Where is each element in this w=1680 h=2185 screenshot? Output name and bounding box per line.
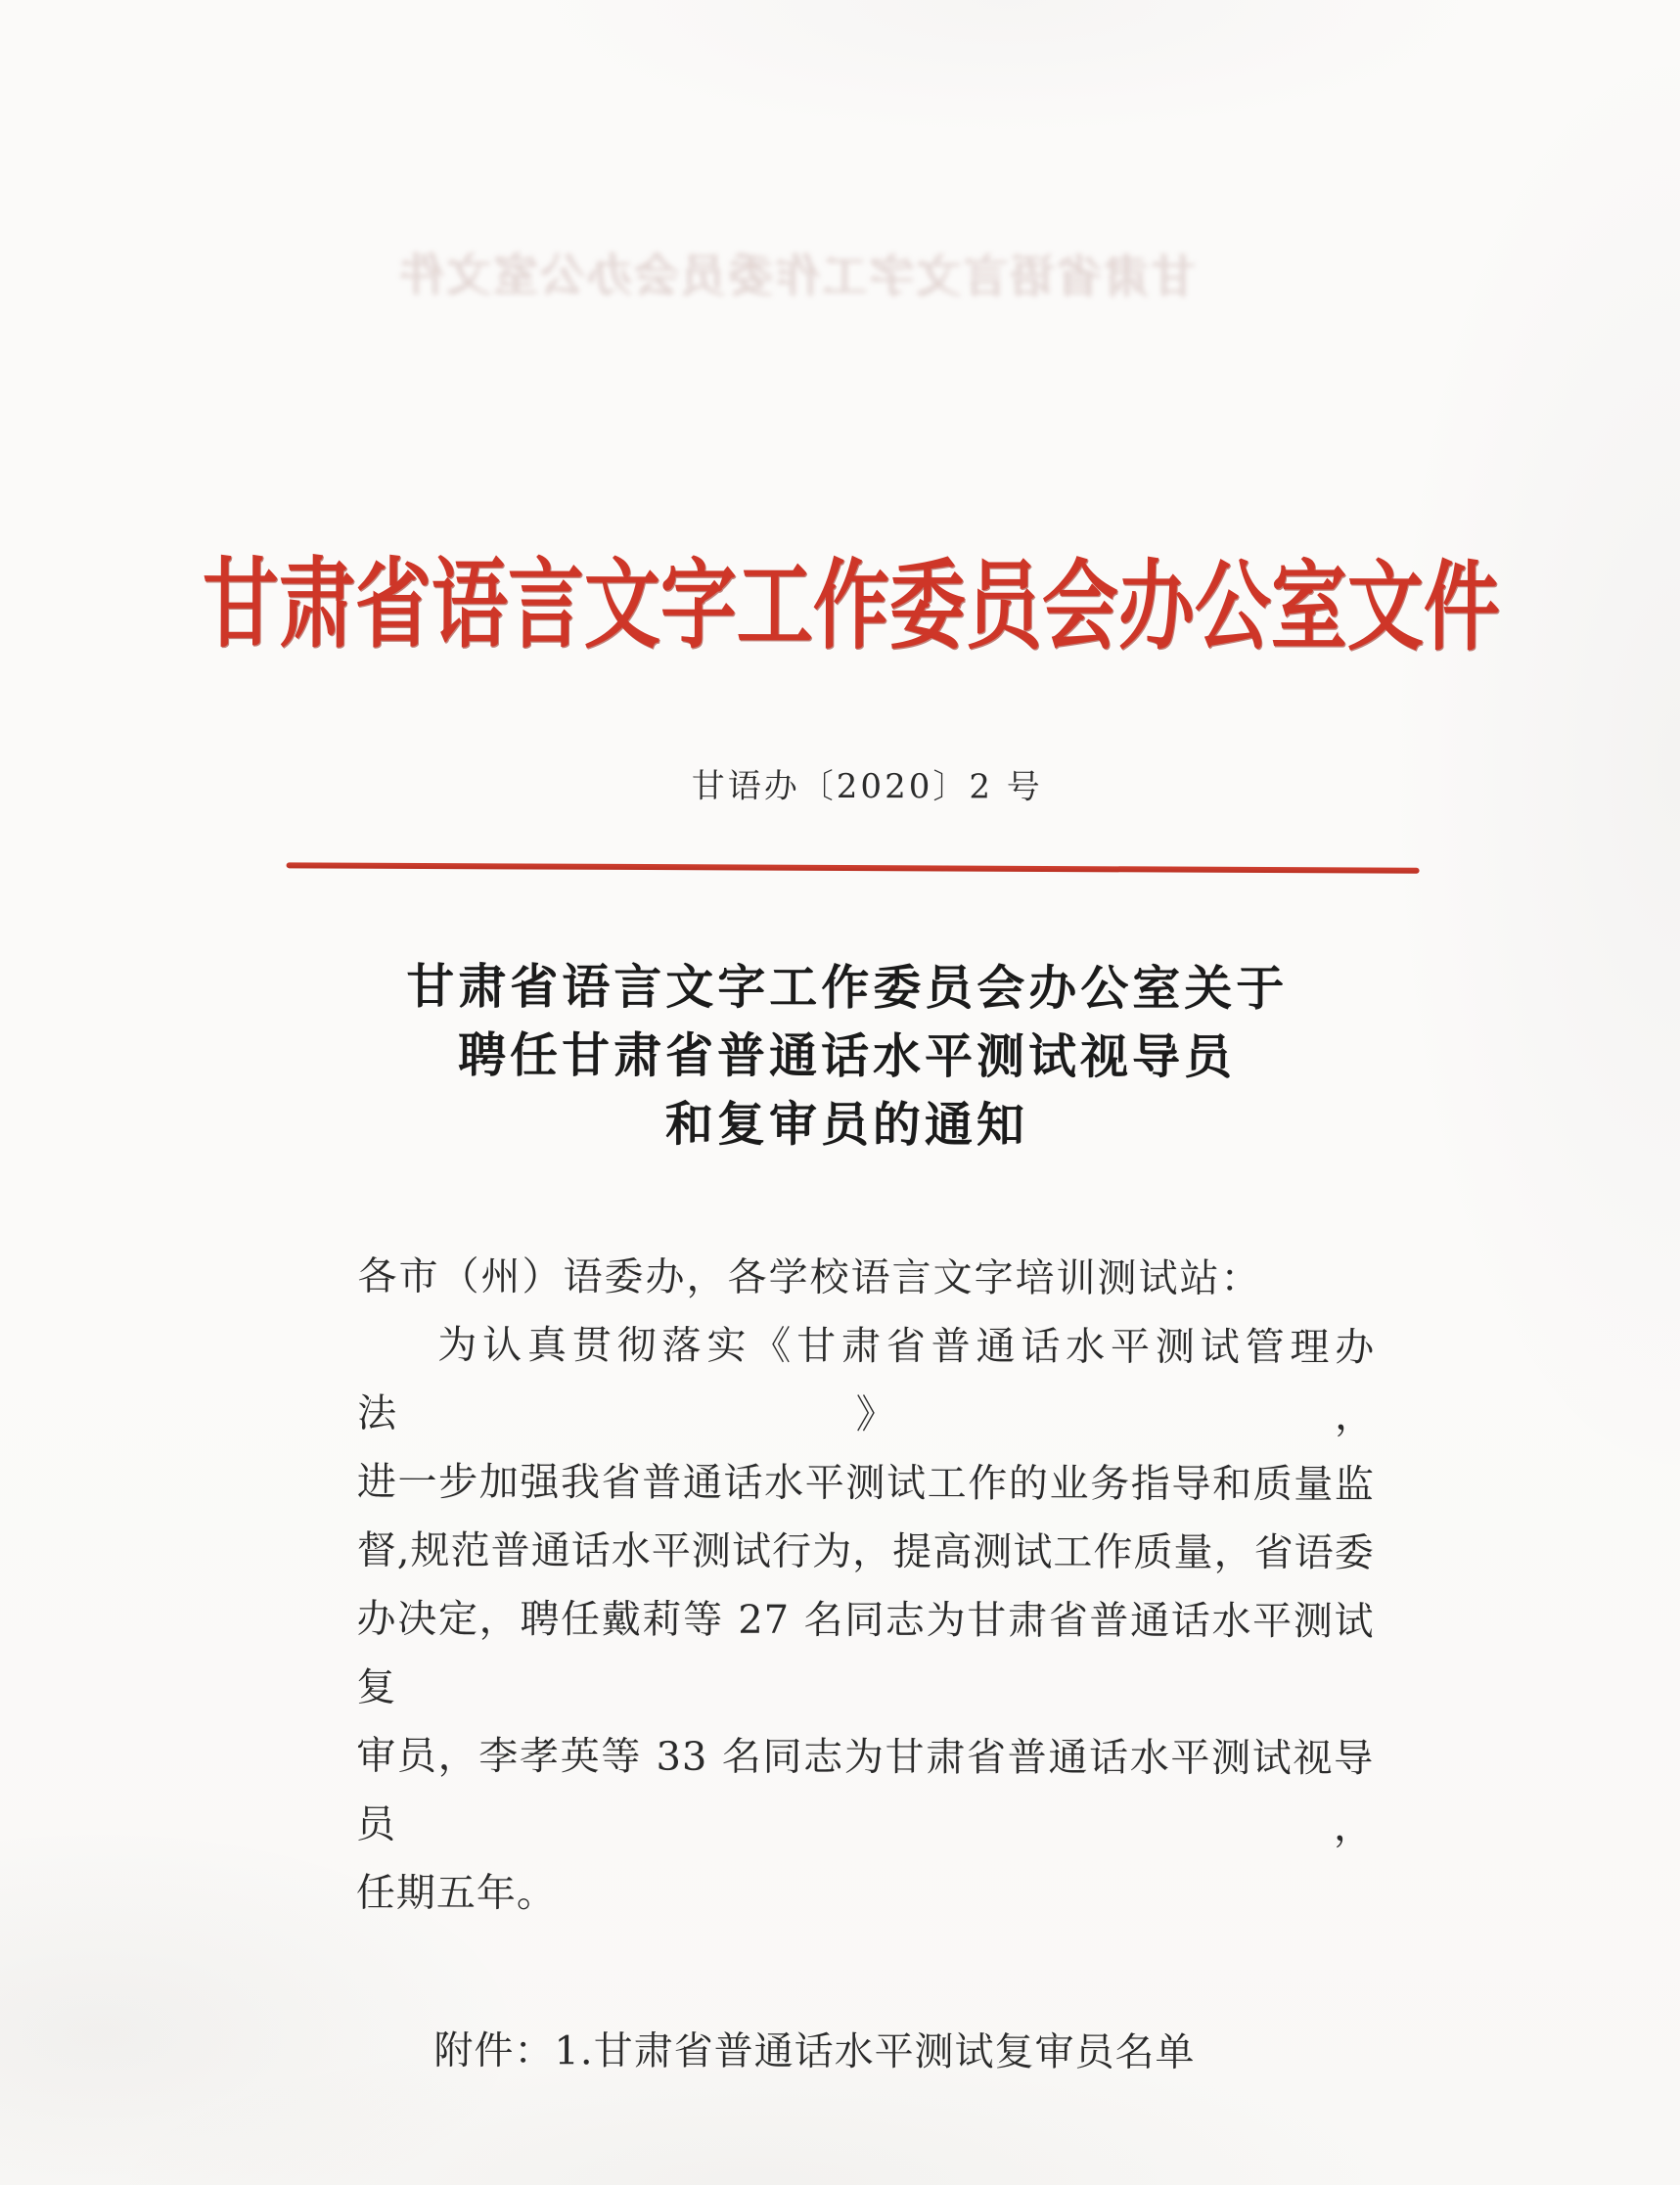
- salutation: 各市（州）语委办，各学校语言文字培训测试站：: [357, 1253, 1262, 1302]
- body-line: 审员，李孝英等 33 名同志为甘肃省普通话水平测试视导员，: [355, 1733, 1375, 1850]
- red-separator-line: [287, 862, 1420, 873]
- notice-title-line-1: 甘肃省语言文字工作委员会办公室关于: [406, 957, 1289, 1018]
- agency-title: 甘肃省语言文字工作委员会办公室文件: [202, 547, 1500, 665]
- body-line: 办决定，聘任戴莉等 27 名同志为甘肃省普通话水平测试复: [356, 1596, 1375, 1710]
- doc-number: 甘语办〔2020〕2 号: [691, 766, 1043, 807]
- body-line: 督,规范普通话水平测试行为，提高测试工作质量，省语委: [356, 1527, 1375, 1576]
- notice-body: [355, 1243, 1375, 2088]
- notice-title-line-3: 和复审员的通知: [664, 1095, 1028, 1154]
- notice-title-line-2: 聘任甘肃省普通话水平测试视导员: [458, 1025, 1237, 1086]
- notice-title: [7, 951, 1680, 1161]
- body-line: 任期五年。: [355, 1870, 557, 1917]
- attachment-line: 附件：1.甘肃省普通话水平测试复审员名单: [433, 2027, 1196, 2075]
- body-line: 进一步加强我省普通话水平测试工作的业务指导和质量监: [356, 1459, 1376, 1508]
- body-line: 为认真贯彻落实《甘肃省普通话水平测试管理办法》，: [357, 1322, 1376, 1439]
- bleedthrough-artifact: 甘肃省语言文字工作委员会办公室文件: [397, 248, 1197, 303]
